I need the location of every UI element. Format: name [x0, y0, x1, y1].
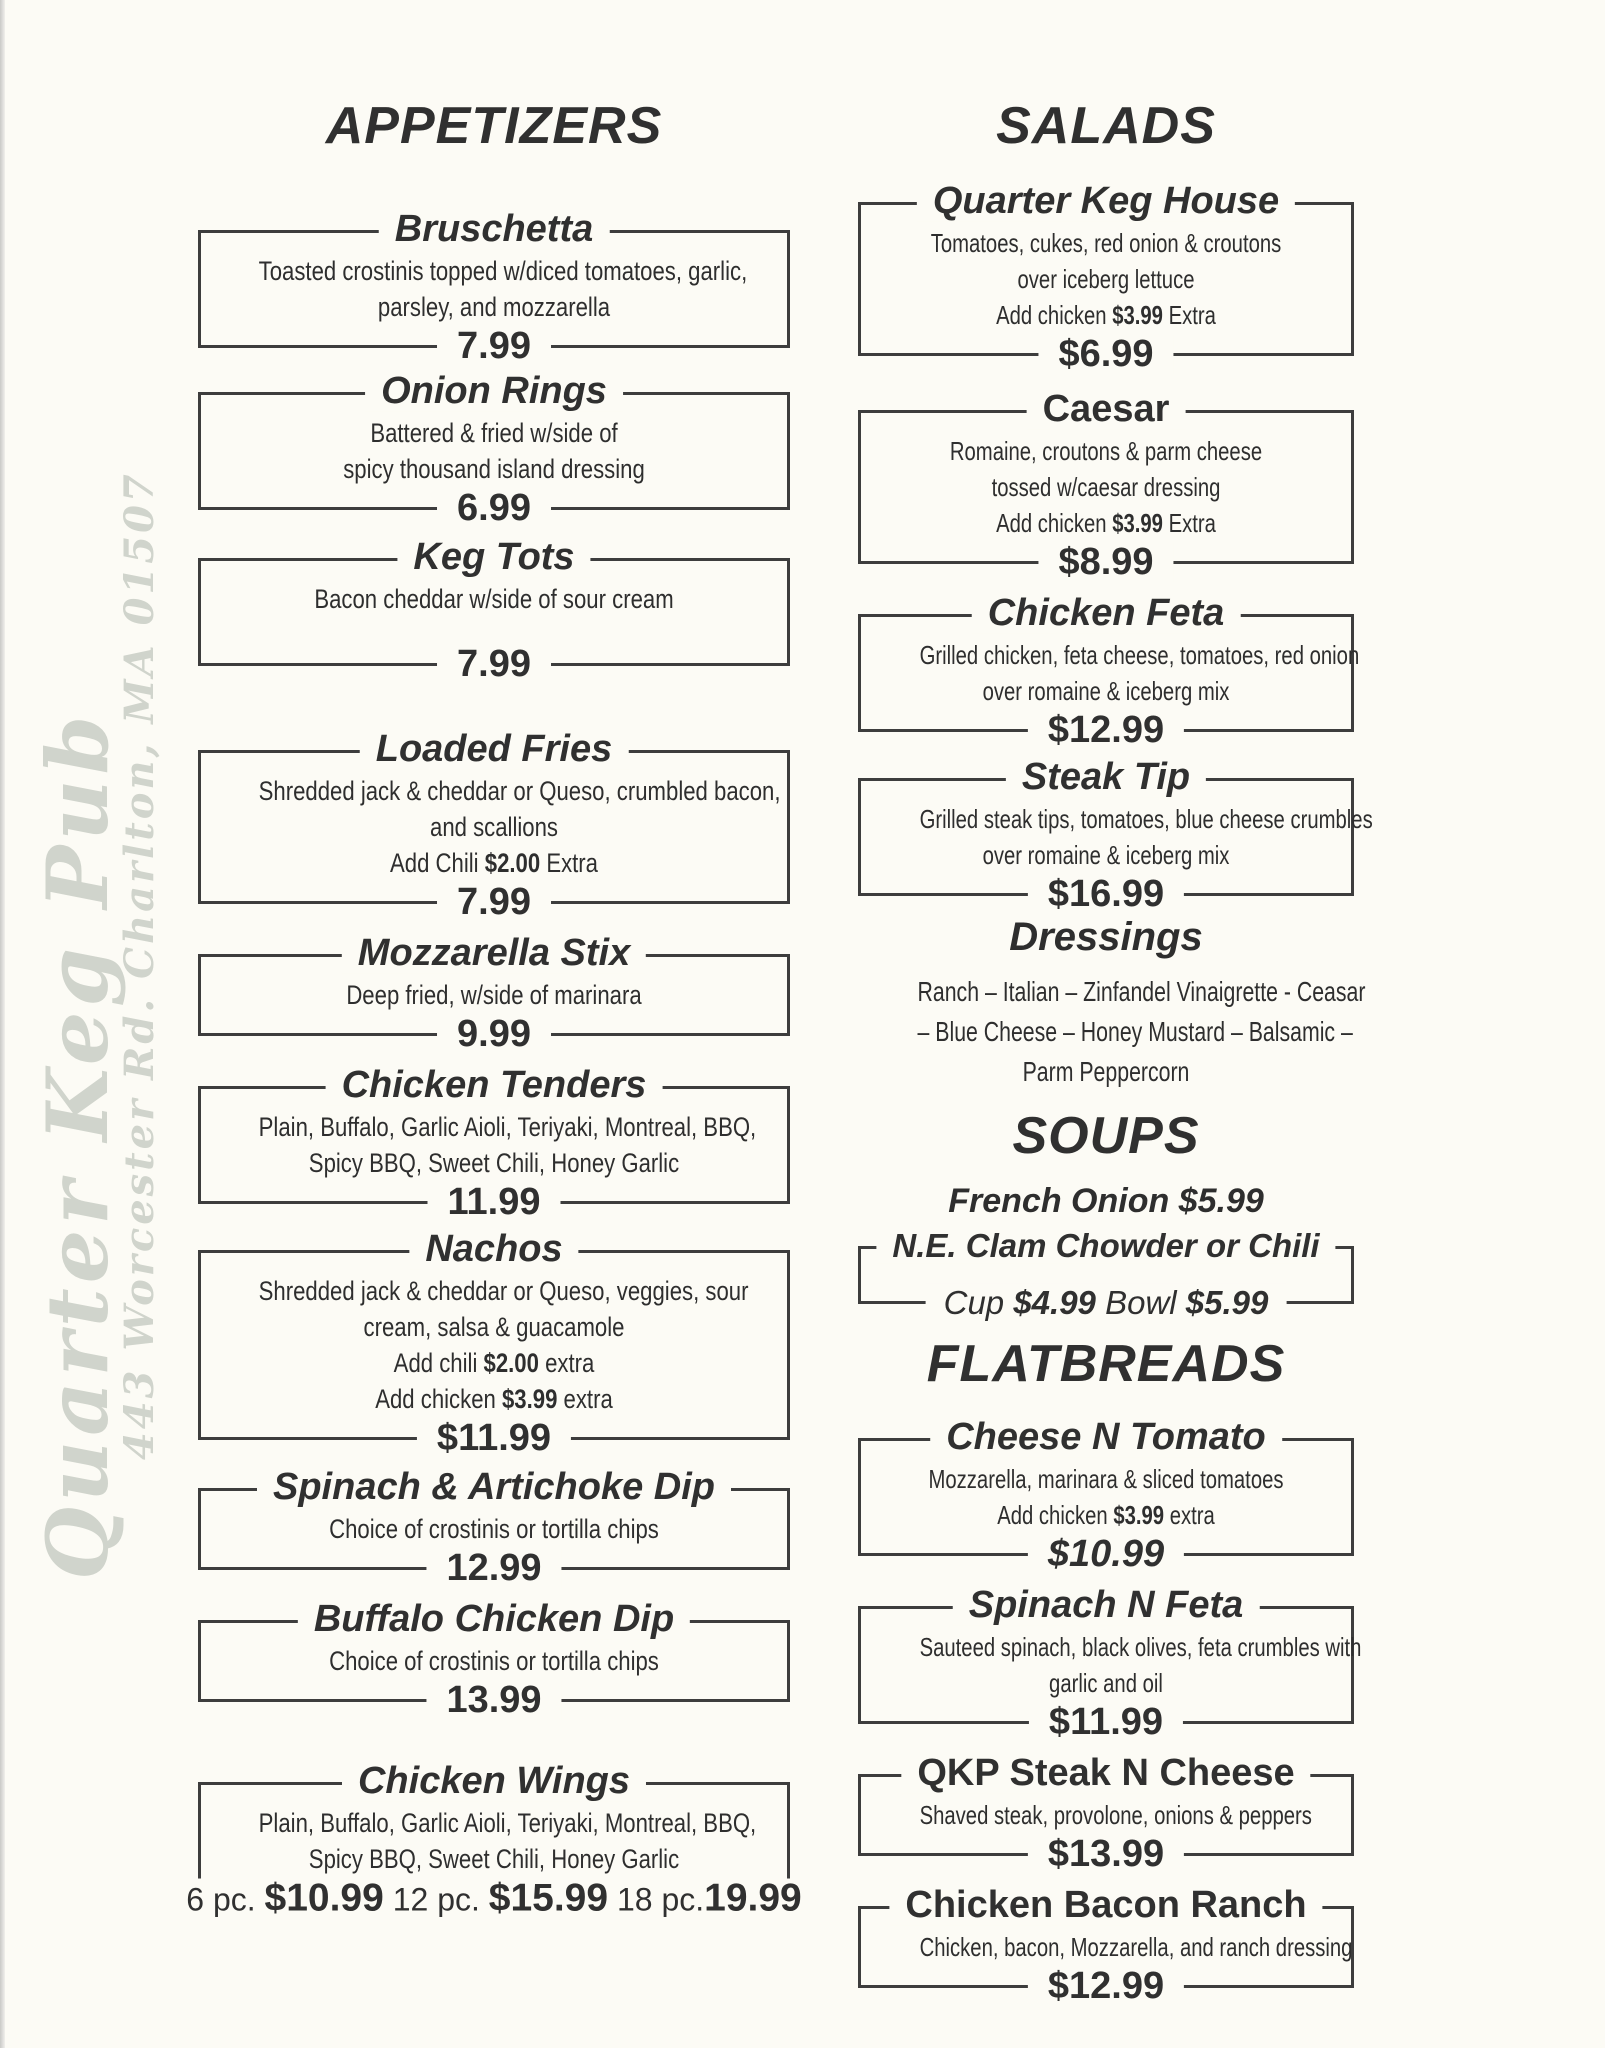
- menu-item-nachos: [198, 1227, 790, 1460]
- item-description-line: Chicken, bacon, Mozzarella, and ranch dressing: [919, 1932, 1353, 1962]
- item-addon-line: [259, 1381, 730, 1417]
- item-price: 9.99: [437, 1015, 551, 1055]
- appetizers-heading: APPETIZERS: [325, 97, 663, 155]
- menu-item-loaded-fries: [198, 727, 790, 924]
- item-description-line: Choice of crostinis or tortilla chips: [329, 1514, 659, 1544]
- addon-amount: $3.99: [1112, 508, 1163, 538]
- dressings-line: Ranch – Italian – Zinfandel Vinaigrette - Ceasar: [917, 976, 1366, 1007]
- dressings-line: Parm Peppercorn: [1022, 1056, 1190, 1087]
- salads-heading: SALADS: [996, 97, 1216, 155]
- watermark-address: 443 Worcester Rd. Charlton, MA 01507: [116, 471, 163, 1460]
- addon-text: Add Chili: [389, 848, 485, 878]
- addon-text: Add chicken: [996, 508, 1113, 538]
- item-price: $12.99: [1028, 711, 1184, 751]
- item-title: QKP Steak N Cheese: [901, 1754, 1310, 1794]
- portion-price: $4.99: [1013, 1283, 1096, 1321]
- menu-item-buffalo-chicken-dip: [198, 1597, 790, 1722]
- item-price: $13.99: [1028, 1835, 1184, 1875]
- addon-amount: $2.00: [484, 848, 541, 878]
- item-description-line: and scallions: [430, 812, 558, 842]
- item-description-line: Tomatoes, cukes, red onion & croutons: [930, 228, 1282, 258]
- menu-item-quarter-keg-house: [858, 179, 1354, 376]
- item-title: Mozzarella Stix: [342, 934, 646, 974]
- item-title: Caesar: [1027, 390, 1186, 430]
- item-description-line: Toasted crostinis topped w/diced tomatoes, garlic,: [258, 256, 748, 286]
- menu-item-onion-rings: [198, 369, 790, 530]
- soups-heading: SOUPS: [1012, 1107, 1200, 1165]
- portion-price: $10.99: [264, 1876, 384, 1920]
- item-price: 7.99: [437, 327, 551, 367]
- item-price-multi: [176, 1876, 811, 1920]
- menu-item-cheese-n-tomato: [858, 1415, 1354, 1576]
- item-description-line: Mozzarella, marinara & sliced tomatoes: [928, 1464, 1284, 1494]
- item-title: Keg Tots: [397, 538, 590, 578]
- addon-text: Add chili: [393, 1348, 484, 1378]
- item-addon-line: [920, 1497, 1293, 1533]
- item-description-line: over romaine & iceberg mix: [982, 676, 1230, 706]
- appetizers-column: [186, 96, 802, 1920]
- item-addon-line: [920, 505, 1293, 541]
- item-title: Onion Rings: [365, 372, 623, 412]
- item-description-line: spicy thousand island dressing: [343, 454, 645, 484]
- menu-item-chicken-tenders: [198, 1063, 790, 1224]
- item-description-line: Sauteed spinach, black olives, feta crumbles with: [919, 1632, 1362, 1662]
- item-price: $6.99: [1038, 335, 1173, 375]
- item-description-line: Grilled steak tips, tomatoes, blue cheese crumbles: [919, 804, 1373, 834]
- addon-amount: $2.00: [483, 1348, 539, 1378]
- item-description-line: over iceberg lettuce: [1017, 264, 1195, 294]
- item-description-line: cream, salsa & guacamole: [363, 1312, 625, 1342]
- addon-text: Add chicken: [375, 1384, 502, 1414]
- item-price: $8.99: [1038, 543, 1173, 583]
- item-price: $10.99: [1028, 1535, 1184, 1575]
- watermark-pub-name: Quarter Keg Pub: [28, 710, 127, 1580]
- item-description-line: Shredded jack & cheddar or Queso, veggies, sour: [258, 1276, 749, 1306]
- dressings-title: Dressings: [1009, 915, 1203, 959]
- item-title: Loaded Fries: [360, 730, 629, 770]
- portion-label: Bowl: [1095, 1283, 1186, 1321]
- item-description-line: Plain, Buffalo, Garlic Aioli, Teriyaki, Montreal, BBQ,: [258, 1112, 757, 1142]
- item-title: N.E. Clam Chowder or Chili: [876, 1229, 1335, 1264]
- item-price: 6.99: [437, 489, 551, 529]
- item-addon-line: [259, 1345, 730, 1381]
- item-price: $11.99: [1029, 1703, 1183, 1743]
- item-price-multi: [926, 1284, 1287, 1322]
- item-addon-line: [259, 845, 730, 881]
- item-price: 11.99: [428, 1183, 561, 1223]
- dressings-section: [858, 914, 1366, 1092]
- portion-label: Cup: [943, 1283, 1014, 1321]
- item-description-line: tossed w/caesar dressing: [991, 472, 1221, 502]
- item-title: Quarter Keg House: [917, 182, 1295, 222]
- addon-text: Add chicken: [996, 300, 1113, 330]
- menu-item-chicken-feta: [858, 591, 1360, 752]
- portion-price: $15.99: [488, 1876, 609, 1920]
- item-description-line: Battered & fried w/side of: [370, 418, 618, 448]
- item-description-line: Romaine, croutons & parm cheese: [949, 436, 1263, 466]
- salads-soups-flatbreads-column: [858, 96, 1373, 2008]
- item-description-line: garlic and oil: [1049, 1668, 1163, 1698]
- portion-label: 12 pc.: [383, 1881, 489, 1918]
- addon-text: Extra: [1162, 300, 1216, 330]
- item-addon-line: [920, 297, 1293, 333]
- flatbreads-heading: FLATBREADS: [926, 1335, 1286, 1393]
- item-description-line: Choice of crostinis or tortilla chips: [329, 1646, 659, 1676]
- menu-item-steak-tip: [858, 755, 1373, 916]
- item-price: $16.99: [1028, 875, 1184, 915]
- soup-french-onion: French Onion $5.99: [948, 1182, 1264, 1220]
- item-title: Spinach & Artichoke Dip: [257, 1468, 731, 1508]
- item-title: Cheese N Tomato: [930, 1418, 1282, 1458]
- item-description-line: parsley, and mozzarella: [377, 292, 611, 322]
- addon-amount: $3.99: [501, 1384, 558, 1414]
- addon-text: extra: [557, 1384, 613, 1414]
- scan-edge-shadow: [0, 0, 5, 2048]
- addon-amount: $3.99: [1112, 300, 1163, 330]
- item-title: Chicken Feta: [972, 594, 1241, 634]
- item-description-line: Spicy BBQ, Sweet Chili, Honey Garlic: [308, 1148, 680, 1178]
- item-title: Steak Tip: [1006, 758, 1206, 798]
- item-title: Bruschetta: [379, 210, 610, 250]
- portion-label: 6 pc.: [186, 1881, 265, 1918]
- item-price: $12.99: [1028, 1967, 1184, 2007]
- item-price: 7.99: [437, 645, 551, 685]
- item-description-line: Bacon cheddar w/side of sour cream: [314, 584, 674, 614]
- dressings-line: – Blue Cheese – Honey Mustard – Balsamic –: [917, 1016, 1353, 1047]
- item-title: Chicken Tenders: [326, 1066, 663, 1106]
- portion-price: 19.99: [704, 1876, 802, 1920]
- addon-amount: $3.99: [1113, 1500, 1165, 1530]
- item-description-line: Shredded jack & cheddar or Queso, crumbled bacon,: [258, 776, 781, 806]
- addon-text: extra: [1164, 1500, 1215, 1530]
- item-price: 7.99: [437, 883, 551, 923]
- item-title: Nachos: [409, 1230, 578, 1270]
- portion-price: $5.99: [1185, 1283, 1269, 1321]
- menu-item-bruschetta: [198, 207, 790, 368]
- item-price: 13.99: [426, 1681, 561, 1721]
- item-description-line: over romaine & iceberg mix: [982, 840, 1230, 870]
- menu-item-keg-tots: [198, 535, 790, 686]
- menu-item-spinach-artichoke-dip: [198, 1465, 790, 1590]
- item-title: Spinach N Feta: [953, 1586, 1260, 1626]
- item-description-line: Spicy BBQ, Sweet Chili, Honey Garlic: [308, 1844, 680, 1874]
- menu-item-chicken-wings: [186, 1759, 802, 1920]
- item-title: Chicken Bacon Ranch: [889, 1886, 1322, 1926]
- addon-text: Extra: [540, 848, 598, 878]
- item-price: 12.99: [426, 1549, 561, 1589]
- item-title: Chicken Wings: [342, 1762, 646, 1802]
- item-description-line: Deep fried, w/side of marinara: [346, 980, 642, 1010]
- item-description-line: Plain, Buffalo, Garlic Aioli, Teriyaki, Montreal, BBQ,: [258, 1808, 757, 1838]
- addon-text: Extra: [1162, 508, 1216, 538]
- item-description-line: Grilled chicken, feta cheese, tomatoes, red onion: [919, 640, 1360, 670]
- item-title: Buffalo Chicken Dip: [298, 1600, 690, 1640]
- item-price: $11.99: [417, 1419, 571, 1459]
- menu-item-spinach-n-feta: [858, 1583, 1362, 1744]
- menu-item-mozzarella-stix: [198, 931, 790, 1056]
- menu-item-chicken-bacon-ranch: [858, 1883, 1354, 2008]
- addon-text: extra: [538, 1348, 595, 1378]
- portion-label: 18 pc.: [608, 1881, 705, 1918]
- menu-item-caesar: [858, 387, 1354, 584]
- item-description-line: Shaved steak, provolone, onions & peppers: [919, 1800, 1312, 1830]
- menu-item-clam-chowder-chili: [858, 1226, 1354, 1321]
- menu-item-qkp-steak-n-cheese: [858, 1751, 1354, 1876]
- addon-text: Add chicken: [997, 1500, 1114, 1530]
